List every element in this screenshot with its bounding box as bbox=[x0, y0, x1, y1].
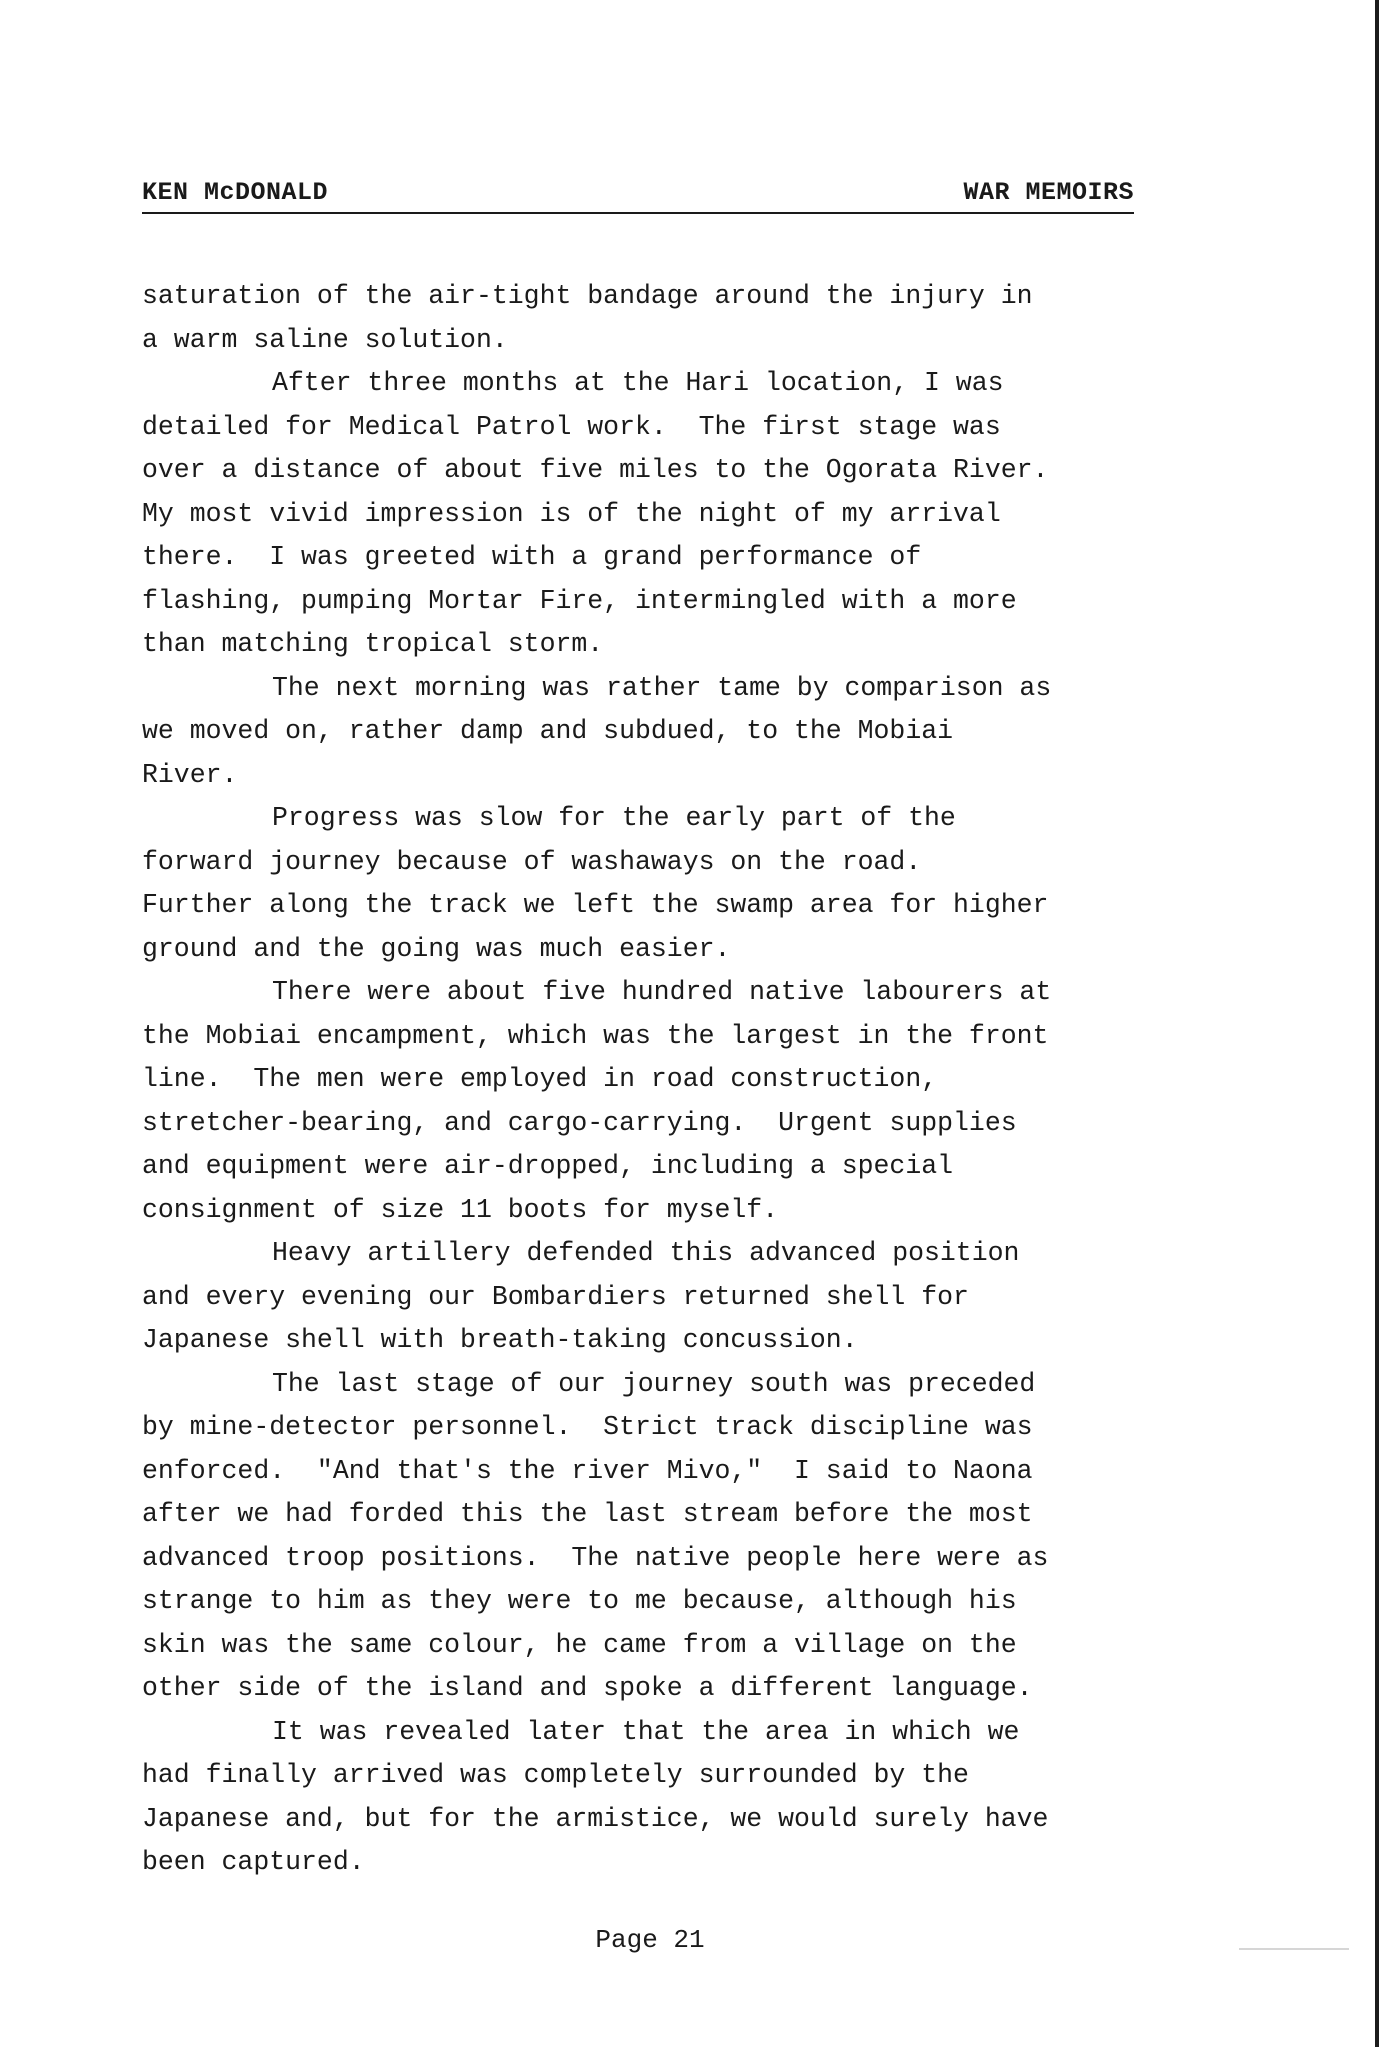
text-line: After three months at the Hari location, I was bbox=[272, 368, 1004, 398]
text-line: There were about five hundred native labourers at bbox=[272, 977, 1052, 1007]
text-line: other side of the island and spoke a different language. bbox=[142, 1673, 1033, 1703]
text-line: line. The men were employed in road construction, bbox=[142, 1064, 938, 1094]
header-title: WAR MEMOIRS bbox=[963, 178, 1134, 207]
text-line: over a distance of about five miles to the Ogorata River. bbox=[142, 455, 1049, 485]
text-line: a warm saline solution. bbox=[142, 324, 508, 355]
text-line: we moved on, rather damp and subdued, to the Mobiai bbox=[142, 716, 954, 746]
text-line: It was revealed later that the area in which we bbox=[272, 1716, 1020, 1747]
text-line: saturation of the air-tight bandage around the injury in bbox=[142, 281, 1033, 311]
text-line: River. bbox=[142, 759, 238, 790]
text-line: The last stage of our journey south was preceded bbox=[272, 1368, 1036, 1399]
text-line: the Mobiai encampment, which was the largest in the front bbox=[142, 1020, 1049, 1051]
text-line: there. I was greeted with a grand performance of bbox=[142, 542, 922, 572]
text-line: been captured. bbox=[142, 1847, 365, 1877]
text-line: ground and the going was much easier. bbox=[142, 933, 731, 964]
scan-edge bbox=[1375, 0, 1379, 2047]
text-line: flashing, pumping Mortar Fire, intermingled with a more bbox=[142, 585, 1017, 616]
text-line: The next morning was rather tame by comparison as bbox=[272, 672, 1052, 703]
text-line: advanced troop positions. The native people here were as bbox=[142, 1542, 1049, 1573]
text-line: and every evening our Bombardiers returned shell for bbox=[142, 1281, 969, 1312]
body-text bbox=[142, 275, 1142, 1885]
header-author: KEN McDONALD bbox=[142, 178, 329, 207]
text-line: Progress was slow for the early part of the bbox=[272, 803, 956, 833]
text-line: by mine-detector personnel. Strict track discipline was bbox=[142, 1412, 1033, 1442]
text-line: than matching tropical storm. bbox=[142, 629, 604, 659]
text-line: skin was the same colour, he came from a village on the bbox=[142, 1629, 1017, 1660]
text-line: enforced. "And that's the river Mivo," I said to Naona bbox=[142, 1455, 1033, 1486]
page-header bbox=[142, 178, 1134, 214]
text-line: consignment of size 11 boots for myself. bbox=[142, 1194, 779, 1225]
text-line: and equipment were air-dropped, including a special bbox=[142, 1151, 954, 1181]
text-line: strange to him as they were to me because, although his bbox=[142, 1586, 1017, 1616]
page-number: Page 21 bbox=[595, 1925, 705, 1955]
text-line: stretcher-bearing, and cargo-carrying. Urgent supplies bbox=[142, 1107, 1017, 1138]
text-line: Heavy artillery defended this advanced position bbox=[272, 1238, 1020, 1268]
text-line: My most vivid impression is of the night of my arrival bbox=[142, 498, 1001, 529]
text-line: detailed for Medical Patrol work. The first stage was bbox=[142, 411, 1001, 442]
text-line: Japanese and, but for the armistice, we would surely have bbox=[142, 1803, 1049, 1834]
text-line: Further along the track we left the swamp area for higher bbox=[142, 890, 1049, 920]
text-line: forward journey because of washaways on the road. bbox=[142, 846, 922, 877]
text-line: Japanese shell with breath-taking concussion. bbox=[142, 1325, 858, 1355]
text-line: after we had forded this the last stream before the most bbox=[142, 1499, 1033, 1529]
text-line: had finally arrived was completely surrounded by the bbox=[142, 1760, 969, 1790]
